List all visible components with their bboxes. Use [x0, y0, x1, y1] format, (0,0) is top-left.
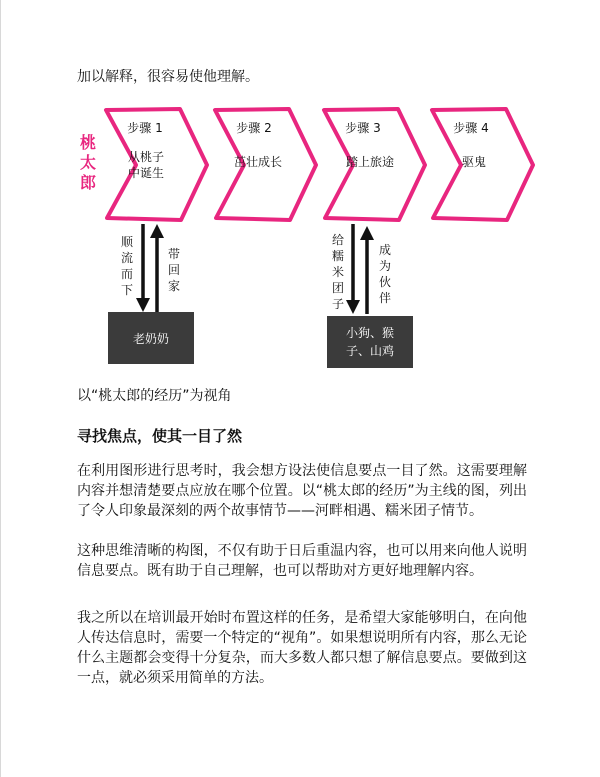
side-label-char: 太 — [79, 153, 97, 172]
link-1-down-label-char: 而 — [120, 267, 134, 281]
link-2-down-label-char: 糯 — [331, 249, 345, 263]
side-label-char: 郎 — [79, 173, 97, 192]
body-paragraph: 在利用图形进行思考时，我会想方设法使信息要点一目了然。这需要理解内容并想清楚要点应放在哪个位置。以“桃太郎的经历”为主线的图，列出了令人印象最深刻的两个故事情节——河畔相遇、糯米团子情节。 — [77, 463, 527, 519]
down-arrow-head — [136, 298, 150, 312]
step-1-title: 步骤 1 — [127, 121, 163, 135]
link-1-down-label-char: 顺 — [120, 235, 134, 249]
body-paragraph: 我之所以在培训最开始时布置这样的任务，是希望大家能够明白，在向他人传达信息时，需要一个特定的“视角”。如果想说明所有内容，那么无论什么主题都会变得十分复杂，而大多数人都只想了解信息要点。要做到这一点，就必须采用简单的方法。 — [77, 610, 527, 686]
step-3-title: 步骤 3 — [345, 121, 381, 135]
link-2-up-label-char: 伙 — [378, 275, 392, 289]
up-arrow-head — [150, 224, 164, 238]
link-1-up-label-char: 家 — [167, 279, 181, 293]
step-3-text-line: 踏上旅途 — [345, 155, 395, 169]
step-2-text-line: 茁壮成长 — [233, 155, 283, 169]
step-2-title: 步骤 2 — [236, 121, 272, 135]
section-heading: 寻找焦点，使其一目了然 — [77, 427, 243, 445]
grandmother-box-label: 老奶奶 — [132, 332, 170, 346]
companions-box-label-line: 小狗、猴 — [345, 326, 395, 340]
link-2-down-label-char: 米 — [331, 265, 345, 279]
link-2-down-label-char: 团 — [331, 281, 345, 295]
link-2-down-label-char: 子 — [331, 297, 345, 311]
link-1-down-label-char: 流 — [120, 251, 134, 265]
up-arrow-head — [360, 226, 374, 240]
link-2-down-label-char: 给 — [331, 233, 345, 247]
companions-box-label-line: 子、山鸡 — [345, 344, 395, 358]
step-1-text-line: 中诞生 — [127, 166, 165, 180]
link-1-up-label-char: 回 — [167, 263, 181, 277]
momotaro-diagram — [0, 0, 600, 380]
intro-text: 加以解释，很容易使他理解。 — [77, 69, 259, 85]
step-4-text-line: 驱鬼 — [461, 155, 487, 169]
step-4-title: 步骤 4 — [453, 121, 489, 135]
step-1-text-line: 从桃子 — [127, 150, 165, 164]
companions-box — [327, 316, 413, 368]
link-2-up-label-char: 成 — [378, 243, 392, 257]
link-2-up-label-char: 伴 — [378, 291, 392, 305]
body-paragraph: 这种思维清晰的构图，不仅有助于日后重温内容，也可以用来向他人说明信息要点。既有助于自己理解，也可以帮助对方更好地理解内容。 — [77, 543, 527, 579]
figure-caption: 以“桃太郎的经历”为视角 — [77, 388, 232, 404]
link-1-down-label-char: 下 — [120, 283, 134, 297]
side-label-char: 桃 — [79, 133, 97, 152]
link-2-up-label-char: 为 — [378, 259, 392, 273]
link-1-up-label-char: 带 — [167, 247, 181, 261]
down-arrow-head — [346, 300, 360, 314]
